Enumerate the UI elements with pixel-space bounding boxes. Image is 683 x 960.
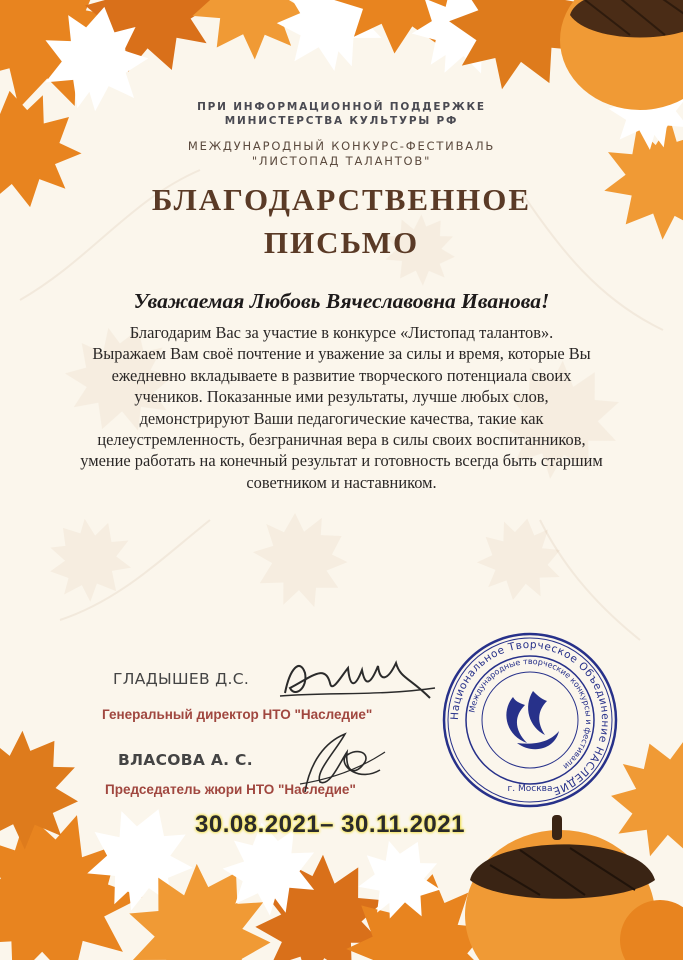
contest-dates: 30.08.2021– 30.11.2021 bbox=[195, 811, 465, 838]
body-line: ежедневно вкладываете в развитие творческого потенциала своих bbox=[111, 365, 572, 385]
signature-2 bbox=[285, 722, 395, 802]
title-line-2: ПИСЬМО bbox=[263, 225, 420, 260]
body-line: Благодарим Вас за участие в конкурсе «Листопад талантов». bbox=[129, 323, 554, 342]
greeting: Уважаемая Любовь Вячеславовна Иванова! bbox=[133, 289, 550, 313]
body-line: Выражаем Вам своё почтение и уважение за силы и время, которые Вы bbox=[92, 344, 591, 364]
contest-line-2: "ЛИСТОПАД ТАЛАНТОВ" bbox=[251, 154, 432, 168]
stamp-inner-text: Международные творческие конкурсы и фестивали bbox=[467, 656, 594, 772]
body-line: демонстрируют Ваши педагогические качества, такие как bbox=[139, 408, 544, 428]
contest-line-1: МЕЖДУНАРОДНЫЙ КОНКУРС-ФЕСТИВАЛЬ bbox=[187, 139, 496, 153]
body-line: целеустремленность, безграничная вера в силы своих воспитанников, bbox=[97, 430, 586, 450]
signer-2-name: ВЛАСОВА А. С. bbox=[118, 751, 253, 769]
title-line-1: БЛАГОДАРСТВЕННОЕ bbox=[151, 182, 532, 217]
signer-1-name: ГЛАДЫШЕВ Д.С. bbox=[113, 670, 250, 688]
stamp-emblem-icon bbox=[506, 691, 559, 749]
organization-stamp bbox=[441, 631, 619, 809]
support-line-1: ПРИ ИНФОРМАЦИОННОЙ ПОДДЕРЖКЕ bbox=[197, 101, 486, 113]
signer-1-role: Генеральный директор НТО "Наследие" bbox=[102, 707, 373, 722]
support-header bbox=[0, 100, 683, 128]
body-line: умение работать на конечный результат и готовность всегда быть старшим bbox=[80, 451, 603, 471]
signature-1 bbox=[270, 648, 440, 708]
letter-body bbox=[50, 322, 633, 493]
body-line: учеников. Показанные ими результаты, лучше любых слов, bbox=[134, 387, 549, 407]
support-line-2: МИНИСТЕРСТВА КУЛЬТУРЫ РФ bbox=[224, 115, 459, 127]
document-title bbox=[0, 178, 683, 264]
stamp-city: г. Москва bbox=[507, 784, 553, 794]
signer-2-role: Председатель жюри НТО "Наследие" bbox=[105, 782, 356, 797]
contest-header bbox=[0, 139, 683, 169]
body-line: советником и наставником. bbox=[246, 472, 437, 492]
stamp-outer-text: Национальное Творческое Объединение НАСЛЕДИЕ bbox=[448, 638, 612, 798]
